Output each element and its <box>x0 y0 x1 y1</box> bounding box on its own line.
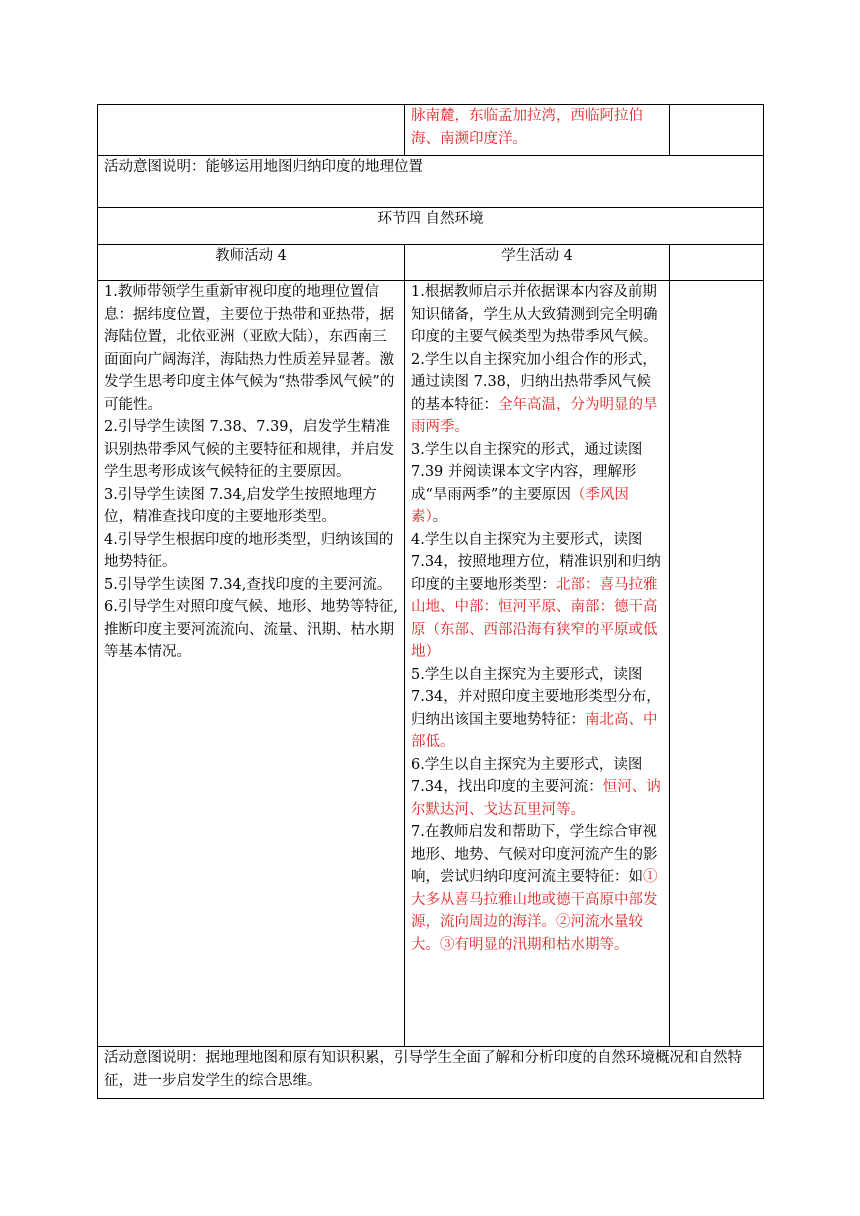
terrain-answer: 南北高、中部低。 <box>411 711 658 750</box>
continued-student-cell <box>405 105 670 156</box>
teacher-header: 教师活动 4 <box>98 245 405 281</box>
intent-row-2 <box>98 1047 764 1099</box>
teacher-activity-1: 1.教师带领学生重新审视印度的地理位置信息：据纬度位置，主要位于热带和亚热带，据海陆位置，北依亚洲（亚欧大陆），东西南三面面向广阔海洋，海陆热力性质差异显著。激发学生思考印度主体气候为“热带季风气候”的可能性。 <box>104 284 395 413</box>
continued-teacher-cell <box>98 105 405 156</box>
student-activity-2: 2.学生以自主探究加小组合作的形式，通过读图 7.38，归纳出热带季风气候的基本特征：全年高温，分为明显的旱雨两季。 <box>411 351 658 435</box>
teacher-activity-4: 4.引导学生根据印度的地形类型，归纳该国的地势特征。 <box>104 531 394 570</box>
teacher-activity-6: 6.引导学生对照印度气候、地形、地势等特征,推断印度主要河流流向、流量、汛期、枯水期等基本情况。 <box>104 599 398 660</box>
student-activity-4: 4.学生以自主探究为主要形式，读图 7.34，按照地理方位，精准识别和归纳印度的主要地形类型：北部：喜马拉雅山地、中部：恒河平原、南部：德干高原（东部、西部沿海有狭窄的平原或低地） <box>411 531 661 660</box>
teacher-activity-5: 5.引导学生读图 7.34,查找印度的主要河流。 <box>104 576 392 593</box>
student-activity-1: 1.根据教师启示并依据课本内容及前期知识储备，学生从大致猜测到完全明确印度的主要气候类型为热带季风气候。 <box>411 284 658 345</box>
climate-cause-answer: （季风因素） <box>411 486 629 525</box>
header-extra-cell <box>670 245 764 281</box>
section-title: 环节四 自然环境 <box>98 208 764 245</box>
rivers-answer: 恒河、讷尔默达河、戈达瓦里河等。 <box>411 779 661 818</box>
river-features-answer: ①大多从喜马拉雅山地或德干高原中部发源，流向周边的海洋。②河流水量较大。③有明显的汛期和枯水期等。 <box>411 869 658 953</box>
header-row <box>98 245 764 281</box>
intent-note-1: 活动意图说明：能够运用地图归纳印度的地理位置 <box>98 156 764 208</box>
student-activity-7: 7.在教师启发和帮助下，学生综合审视地形、地势、气候对印度河流产生的影响，尝试归纳印度河流主要特征：如①大多从喜马拉雅山地或德干高原中部发源，流向周边的海洋。②河流水量较大。③有明显的汛期和枯水期等。 <box>411 824 658 953</box>
student-activity-5: 5.学生以自主探究为主要形式，读图 7.34，并对照印度主要地形类型分布，归纳出该国主要地势特征：南北高、中部低。 <box>411 666 661 750</box>
landform-answer: 北部：喜马拉雅山地、中部：恒河平原、南部：德干高原（东部、西部沿海有狭窄的平原或低地） <box>411 576 658 660</box>
intent-note-2: 活动意图说明：据地理地图和原有知识积累，引导学生全面了解和分析印度的自然环境概况和自然特征，进一步启发学生的综合思维。 <box>98 1047 764 1099</box>
student-activities-cell <box>405 281 670 1047</box>
teacher-activity-3: 3.引导学生读图 7.34,启发学生按照地理方位，精准查找印度的主要地形类型。 <box>104 486 377 525</box>
continued-extra-cell <box>670 105 764 156</box>
student-activity-3: 3.学生以自主探究的形式，通过读图 7.39 并阅读课本文字内容，理解形成“旱雨两季”的主要原因（季风因素）。 <box>411 441 643 525</box>
continued-row <box>98 105 764 156</box>
activities-row <box>98 281 764 1047</box>
intent-row-1 <box>98 156 764 208</box>
student-activity-6: 6.学生以自主探究为主要形式，读图 7.34，找出印度的主要河流：恒河、讷尔默达河、戈达瓦里河等。 <box>411 756 661 818</box>
teacher-activities-cell <box>98 281 405 1047</box>
teacher-activity-2: 2.引导学生读图 7.38、7.39，启发学生精准识别热带季风气候的主要特征和规律，并启发学生思考形成该气候特征的主要原因。 <box>104 419 394 480</box>
student-header: 学生活动 4 <box>405 245 670 281</box>
climate-feature-answer: 全年高温，分为明显的旱雨两季。 <box>411 396 658 435</box>
section-row <box>98 208 764 245</box>
lesson-plan-table <box>97 104 764 1099</box>
activities-extra-cell <box>670 281 764 1047</box>
geo-location-answer: 脉南麓，东临孟加拉湾，西临阿拉伯海、南濒印度洋。 <box>411 108 643 147</box>
